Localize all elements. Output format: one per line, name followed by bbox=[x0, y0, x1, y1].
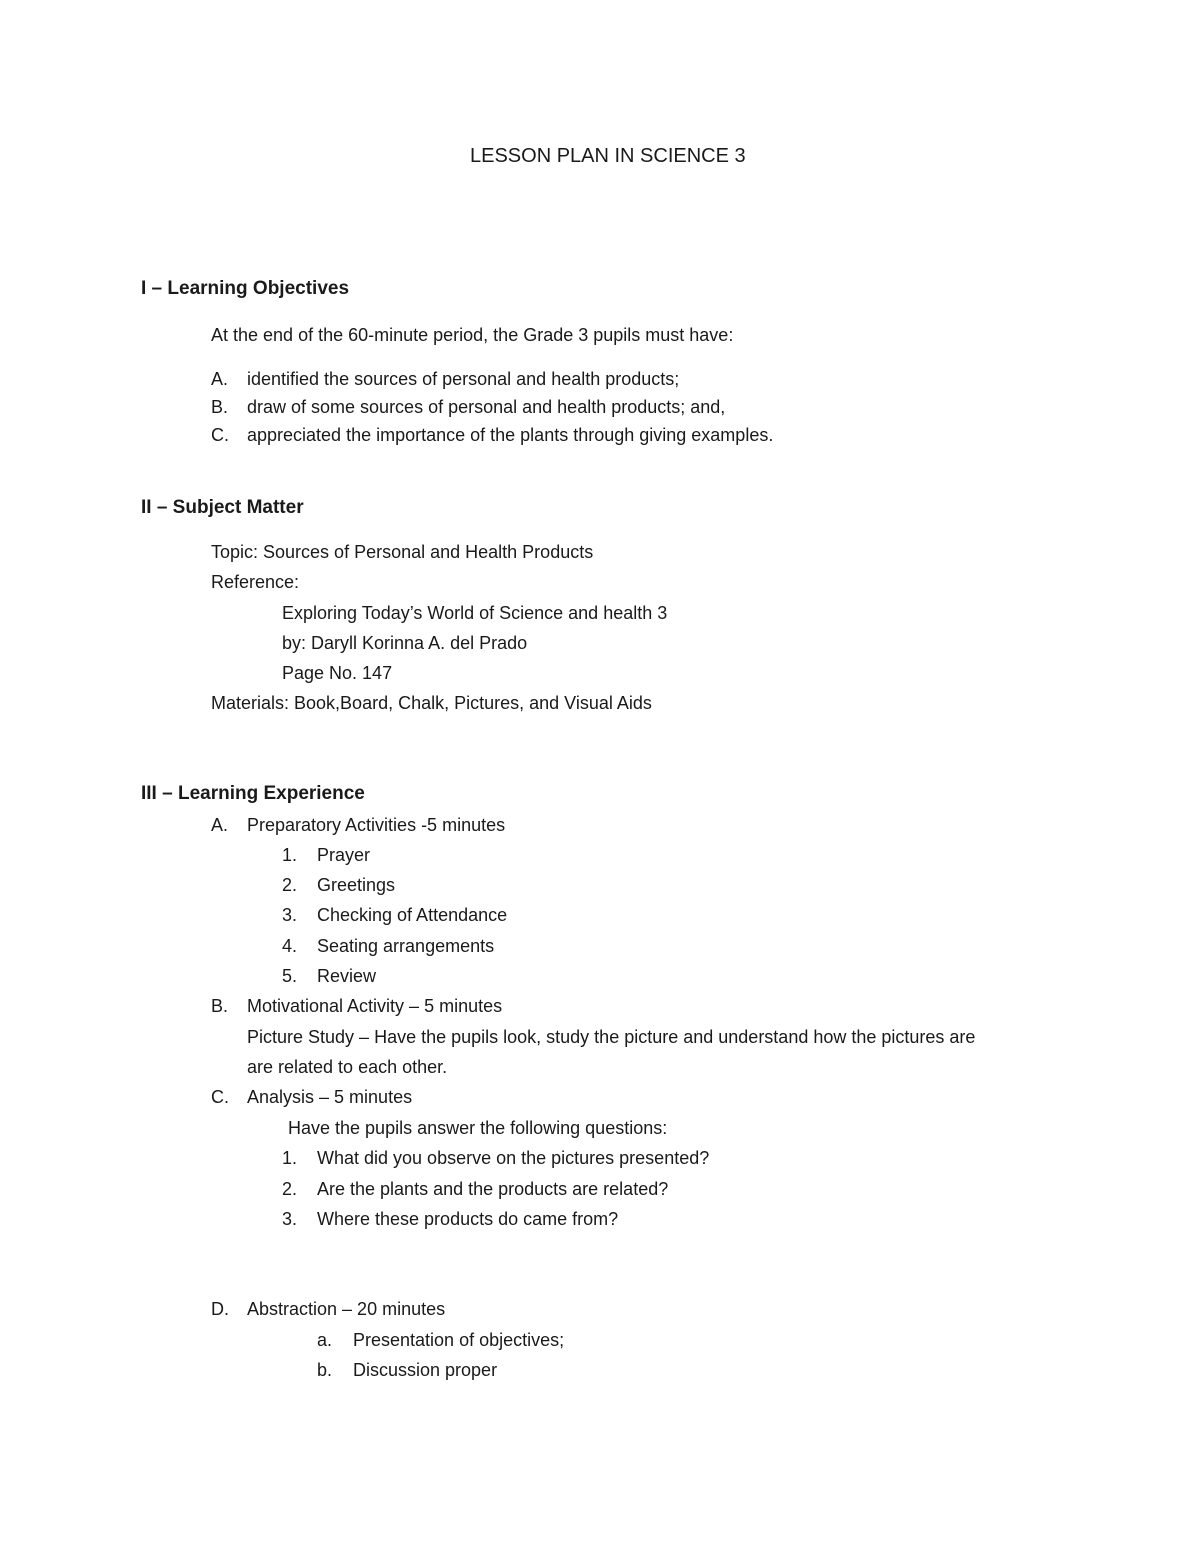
motivational-activity: Motivational Activity – 5 minutes bbox=[247, 996, 503, 1016]
list-marker: 2. bbox=[282, 875, 298, 895]
list-item: appreciated the importance of the plants through giving examples. bbox=[247, 425, 774, 445]
analysis-intro: Have the pupils answer the following questions: bbox=[288, 1118, 668, 1138]
list-item: Checking of Attendance bbox=[317, 905, 508, 925]
list-item: Review bbox=[317, 966, 377, 986]
objectives-intro: At the end of the 60-minute period, the Grade 3 pupils must have: bbox=[211, 325, 734, 345]
list-marker: B. bbox=[211, 397, 229, 417]
motivational-description: Picture Study – Have the pupils look, study the picture and understand how the pictures are bbox=[247, 1027, 976, 1047]
list-marker: 1. bbox=[282, 1148, 298, 1168]
list-marker: b. bbox=[317, 1360, 333, 1380]
reference-line: Exploring Today’s World of Science and health 3 bbox=[282, 603, 668, 623]
reference-label: Reference: bbox=[211, 572, 300, 592]
list-marker: A. bbox=[211, 369, 229, 389]
motivational-description: are related to each other. bbox=[247, 1057, 448, 1077]
list-marker: C. bbox=[211, 1087, 229, 1107]
list-item: Where these products do came from? bbox=[317, 1209, 619, 1229]
reference-line: by: Daryll Korinna A. del Prado bbox=[282, 633, 528, 653]
list-marker: D. bbox=[211, 1299, 229, 1319]
topic-line: Topic: Sources of Personal and Health Products bbox=[211, 542, 594, 562]
list-item: draw of some sources of personal and health products; and, bbox=[247, 397, 726, 417]
section-heading-learning-objectives: I – Learning Objectives bbox=[141, 278, 350, 299]
list-item: identified the sources of personal and health products; bbox=[247, 369, 680, 389]
list-item: Seating arrangements bbox=[317, 936, 495, 956]
list-item: What did you observe on the pictures presented? bbox=[317, 1148, 710, 1168]
analysis-heading: Analysis – 5 minutes bbox=[247, 1087, 413, 1107]
abstraction-heading: Abstraction – 20 minutes bbox=[247, 1299, 446, 1319]
list-item: Presentation of objectives; bbox=[353, 1330, 565, 1350]
list-marker: 5. bbox=[282, 966, 298, 986]
list-marker: 3. bbox=[282, 905, 298, 925]
list-marker: a. bbox=[317, 1330, 333, 1350]
list-item: Greetings bbox=[317, 875, 396, 895]
materials-line: Materials: Book,Board, Chalk, Pictures, and Visual Aids bbox=[211, 693, 652, 713]
list-marker: B. bbox=[211, 996, 229, 1016]
list-marker: A. bbox=[211, 815, 229, 835]
list-item: Discussion proper bbox=[353, 1360, 498, 1380]
document-title: LESSON PLAN IN SCIENCE 3 bbox=[470, 145, 746, 167]
list-marker: 2. bbox=[282, 1179, 298, 1199]
list-marker: C. bbox=[211, 425, 229, 445]
list-item: Prayer bbox=[317, 845, 371, 865]
list-marker: 3. bbox=[282, 1209, 298, 1229]
list-marker: 4. bbox=[282, 936, 298, 956]
list-item: Are the plants and the products are related? bbox=[317, 1179, 669, 1199]
section-heading-learning-experience: III – Learning Experience bbox=[141, 783, 365, 804]
reference-line: Page No. 147 bbox=[282, 663, 393, 683]
list-marker: 1. bbox=[282, 845, 298, 865]
preparatory-activities: Preparatory Activities -5 minutes bbox=[247, 815, 506, 835]
section-heading-subject-matter: II – Subject Matter bbox=[141, 497, 304, 518]
